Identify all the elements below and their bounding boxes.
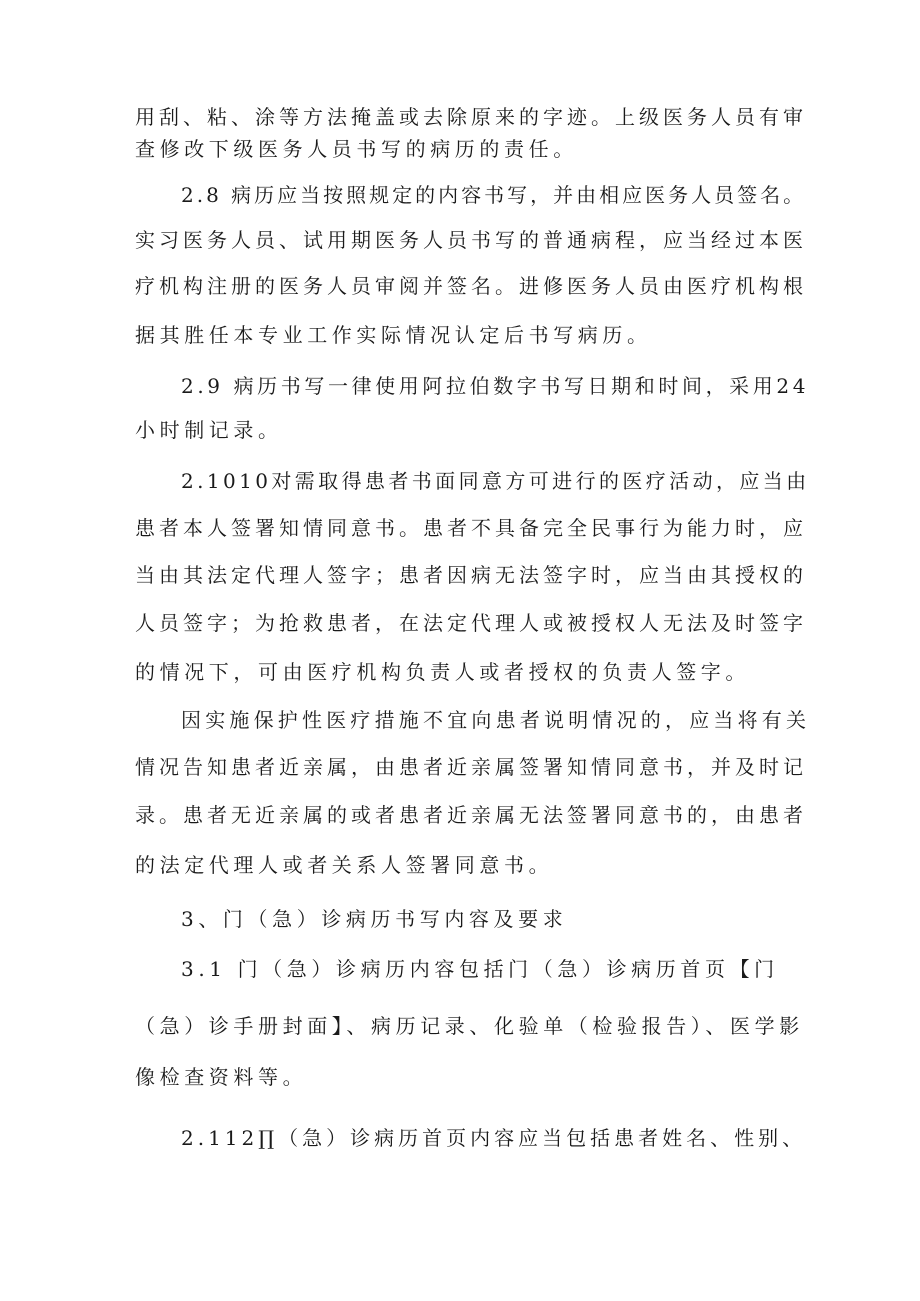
text-line: 当由其法定代理人签字；患者因病无法签字时，应当由其授权的 bbox=[135, 563, 807, 587]
text-line: 情况告知患者近亲属，由患者近亲属签署知情同意书，并及时记 bbox=[135, 755, 807, 779]
text-line: 人员签字；为抢救患者，在法定代理人或被授权人无法及时签字 bbox=[135, 611, 807, 635]
text-line: 2.9 病历书写一律使用阿拉伯数字书写日期和时间，采用24 bbox=[181, 374, 810, 398]
text-line: 2.1010对需取得患者书面同意方可进行的医疗活动，应当由 bbox=[181, 469, 810, 493]
text-line: 因实施保护性医疗措施不宜向患者说明情况的，应当将有关 bbox=[181, 708, 811, 732]
text-line: 2.8 病历应当按照规定的内容书写，并由相应医务人员签名。 bbox=[181, 183, 807, 207]
text-line: 像检查资料等。 bbox=[135, 1065, 308, 1089]
text-line: （急）诊手册封面】、病历记录、化验单（检验报告）、医学影 bbox=[135, 1014, 804, 1038]
text-line: 录。患者无近亲属的或者患者近亲属无法签署同意书的，由患者 bbox=[135, 803, 807, 827]
text-line: 小时制记录。 bbox=[135, 418, 283, 442]
text-line: 2.112∏（急）诊病历首页内容应当包括患者姓名、性别、 bbox=[181, 1126, 807, 1150]
text-line: 3.1 门（急）诊病历内容包括门（急）诊病历首页【门 bbox=[181, 957, 779, 981]
text-line: 用刮、粘、涂等方法掩盖或去除原来的字迹。上级医务人员有审 bbox=[135, 105, 807, 129]
text-line: 的法定代理人或者关系人签署同意书。 bbox=[135, 853, 554, 877]
section-heading: 3、门（急）诊病历书写内容及要求 bbox=[181, 907, 568, 931]
text-line: 疗机构注册的医务人员审阅并签名。进修医务人员由医疗机构根 bbox=[135, 274, 807, 298]
text-line: 据其胜任本专业工作实际情况认定后书写病历。 bbox=[135, 323, 652, 347]
text-line: 实习医务人员、试用期医务人员书写的普通病程，应当经过本医 bbox=[135, 228, 807, 252]
text-line: 患者本人签署知情同意书。患者不具备完全民事行为能力时，应 bbox=[135, 516, 807, 540]
text-line: 查修改下级医务人员书写的病历的责任。 bbox=[135, 137, 578, 161]
text-line: 的情况下，可由医疗机构负责人或者授权的负责人签字。 bbox=[135, 660, 750, 684]
